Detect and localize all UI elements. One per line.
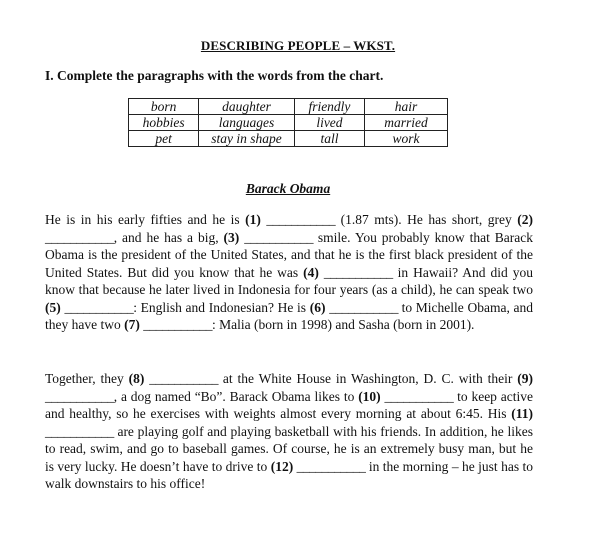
paragraph-text: : Malia (born in 1998) and Sasha (born in 2001). xyxy=(211,317,475,332)
word-cell: friendly xyxy=(294,99,364,115)
answer-blank-3[interactable]: ___________ xyxy=(244,229,313,245)
answer-blank-4[interactable]: ___________ xyxy=(323,264,393,280)
blank-number-4: (4) xyxy=(303,264,319,280)
paragraph-text: in Hawaii? And did you know that because he later lived in Indonesia for four years (as a child), he can speak two xyxy=(45,264,534,297)
paragraph-text: He is in his early fifties and he is xyxy=(45,212,246,227)
blank-number-5: (5) xyxy=(45,299,61,315)
instruction-text: I. Complete the paragraphs with the words from the chart. xyxy=(45,68,384,83)
paragraph-2 xyxy=(45,370,533,493)
paragraph-text: smile. You probably know that Barack Obama is the president of the United States, and that he is the first black president of the United States. But did you know that he was xyxy=(45,229,533,280)
word-cell: stay in shape xyxy=(199,131,295,147)
paragraph-text: in the morning – he just has to walk downstairs to his office! xyxy=(45,458,534,491)
answer-blank-8[interactable]: ___________ xyxy=(149,371,219,386)
blank-number-9: (9) xyxy=(517,371,533,386)
answer-blank-10[interactable]: ___________ xyxy=(384,388,454,404)
paragraph-text: are playing golf and playing basketball with his friends. In addition, he likes to read, swim, and go to baseball games. Of course, he is an extremely busy man, but he is very lucky. He doesn’t have to drive to xyxy=(45,423,533,474)
paragraph-text: (1.87 mts). He has short, grey xyxy=(335,212,518,227)
paragraph-text: , and he has a big, xyxy=(113,229,224,245)
answer-blank-2[interactable]: ___________ xyxy=(45,229,114,245)
word-cell: hobbies xyxy=(129,115,199,131)
worksheet-title: DESCRIBING PEOPLE – WKST. xyxy=(200,38,396,53)
paragraph-text: , a dog named “Bo”. Barack Obama likes to xyxy=(113,388,359,404)
blank-number-7: (7) xyxy=(124,317,140,332)
word-cell: lived xyxy=(294,115,364,131)
passage-title: Barack Obama xyxy=(245,181,331,196)
word-cell: languages xyxy=(199,115,295,131)
blank-number-2: (2) xyxy=(517,212,533,227)
blank-number-1: (1) xyxy=(245,212,261,227)
answer-blank-11[interactable]: ___________ xyxy=(45,423,114,439)
word-chart-row xyxy=(129,115,448,131)
answer-blank-9[interactable]: ___________ xyxy=(45,388,114,404)
paragraph-text: to keep active and healthy, so he exercises with weights almost every morning at about 6:45. His xyxy=(45,388,533,421)
word-cell: daughter xyxy=(199,99,295,115)
paragraph-text: to Michelle Obama, and they have two xyxy=(45,299,533,332)
answer-blank-7[interactable]: ___________ xyxy=(143,317,212,332)
blank-number-3: (3) xyxy=(223,229,240,245)
blank-number-6: (6) xyxy=(309,299,326,315)
answer-blank-1[interactable]: ___________ xyxy=(266,212,336,227)
word-cell: work xyxy=(365,131,448,147)
blank-number-11: (11) xyxy=(511,406,533,421)
paragraph-1 xyxy=(45,211,533,334)
paragraph-text: : English and Indonesian? He is xyxy=(133,299,310,315)
word-chart-row xyxy=(129,99,448,115)
answer-blank-5[interactable]: ___________ xyxy=(64,299,134,315)
word-chart-row xyxy=(129,131,448,147)
blank-number-12: (12) xyxy=(270,458,294,474)
blank-number-10: (10) xyxy=(358,388,381,404)
answer-blank-6[interactable]: ___________ xyxy=(329,299,398,315)
paragraph-text: at the White House in Washington, D. C. with their xyxy=(218,371,518,386)
paragraph-text: Together, they xyxy=(45,371,129,386)
word-cell: tall xyxy=(294,131,364,147)
word-cell: pet xyxy=(129,131,199,147)
word-chart xyxy=(128,98,448,147)
answer-blank-12[interactable]: ___________ xyxy=(296,458,366,474)
word-cell: married xyxy=(365,115,448,131)
blank-number-8: (8) xyxy=(128,371,145,386)
word-cell: hair xyxy=(365,99,448,115)
word-cell: born xyxy=(129,99,199,115)
